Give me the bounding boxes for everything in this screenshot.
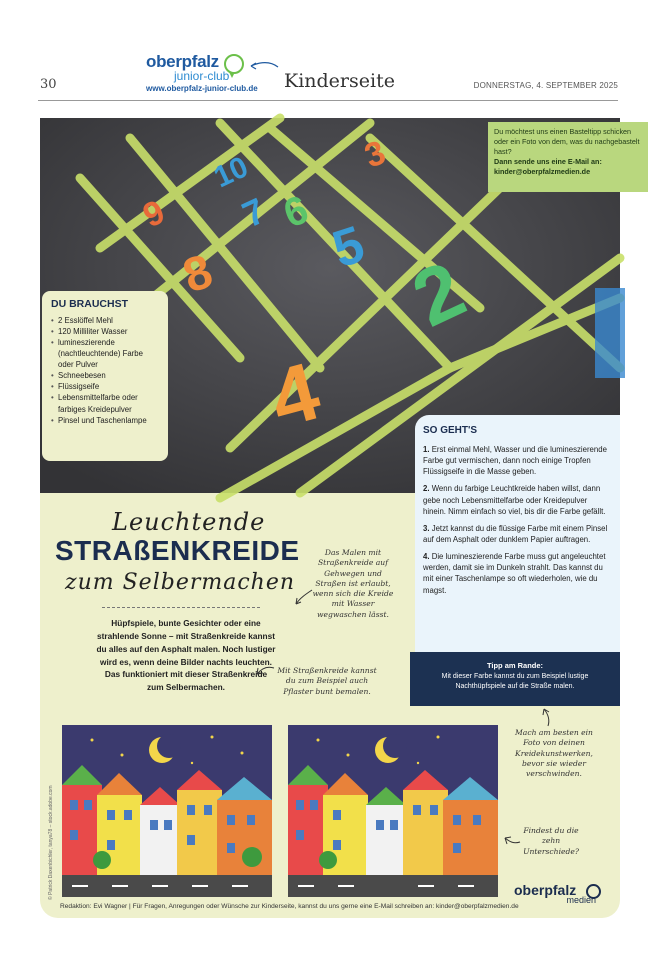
step-item: 4. Die lumineszierende Farbe muss gut angeleuchtet werden, damit sie im Dunkeln strahlt. Das kannst du mit einer Taschenlampe so oft wiederholen, wie du magst. xyxy=(423,552,606,595)
photo-number-2: 2 xyxy=(399,243,478,344)
arrow-icon xyxy=(292,588,316,608)
page-number: 30 xyxy=(40,77,57,92)
list-item: • Flüssigseife xyxy=(51,381,159,392)
issue-date: DONNERSTAG, 4. SEPTEMBER 2025 xyxy=(473,81,618,90)
logo-sub: junior-club xyxy=(174,69,230,83)
instructions-box xyxy=(415,415,620,653)
tip-email[interactable]: Dann sende uns eine E-Mail an: kinder@oberpfalzmedien.de xyxy=(494,157,602,177)
footer-logo-name: oberpfalz xyxy=(514,882,577,898)
tip-text: Du möchtest uns einen Basteltipp schicken oder ein Foto von dem, was du nachgebastelt hast? xyxy=(494,127,640,157)
puzzle-picture-left[interactable] xyxy=(62,725,272,897)
logo-name: oberpfalz xyxy=(146,52,219,71)
step-item: 3. Jetzt kannst du die flüssige Farbe mit einem Pinsel auf dem Asphalt oder dunklem Papier auftragen. xyxy=(423,523,608,544)
intro-text: Hüpfspiele, bunte Gesichter oder eine strahlende Sonne – mit Straßenkreide kannst du alles auf den Asphalt malen. Noch lustiger wird es, wenn deine Bilder nachts leuchten. Das funktioniert mit dieser Straßenkreide zum Selbermachen. xyxy=(96,618,276,693)
handwritten-note-pavement: Mit Straßenkreide kannst du zum Beispiel auch Pflaster bunt bemalen. xyxy=(277,666,377,696)
handwritten-note-legal: Das Malen mit Straßenkreide auf Gehwegen und Straßen ist erlaubt, wenn sich die Kreide mit Wasser wegwaschen lässt. xyxy=(312,548,394,619)
photo-credit: © Patrick Daxenbichler, tanya78 – stock.adobe.com xyxy=(48,785,54,900)
list-item: • 2 Esslöffel Mehl xyxy=(51,315,159,326)
ingredients-list xyxy=(51,315,159,426)
puzzle-picture-right[interactable] xyxy=(288,725,498,897)
photo-number-9: 9 xyxy=(137,192,171,236)
list-item: • lumineszierende (nachtleuchtende) Farbe oder Pulver xyxy=(51,337,159,370)
handwritten-note-differences: Findest du die zehn Unterschiede? xyxy=(523,826,579,856)
side-tip-box xyxy=(410,652,620,706)
logo-url[interactable]: www.oberpfalz-junior-club.de xyxy=(146,84,258,93)
step-item: 2. Wenn du farbige Leuchtkreide haben willst, dann gebe noch Lebensmittelfarbe oder Kreidepulver hinein. Nimm einfach so viel, bis dir die Farbe gefällt. xyxy=(423,484,606,516)
speech-bubble-icon xyxy=(586,884,601,899)
submit-tip-box xyxy=(488,122,648,192)
oberpfalz-medien-logo[interactable] xyxy=(514,882,604,905)
side-tip-title: Tipp am Rande: xyxy=(486,661,544,670)
header-divider xyxy=(38,100,618,101)
dashed-divider xyxy=(102,607,260,608)
headline-line-1: Leuchtende xyxy=(112,508,266,536)
instructions-title: SO GEHT'S xyxy=(423,425,478,436)
list-item: • Lebensmittelfarbe oder farbiges Kreidepulver xyxy=(51,392,159,414)
photo-number-3: 3 xyxy=(359,133,391,176)
photo-number-10: 10 xyxy=(209,150,254,195)
ingredients-title: DU BRAUCHST xyxy=(51,298,128,310)
side-tip-text: Mit dieser Farbe kannst du zum Beispiel lustige Nachthüpfspiele auf die Straße malen. xyxy=(441,672,589,691)
handwritten-note-photo: Mach am besten ein Foto von deinen Kreidekunstwerken, bevor sie wieder verschwinden. xyxy=(515,728,593,778)
photo-number-5: 5 xyxy=(325,215,372,280)
photo-number-6: 6 xyxy=(278,187,314,237)
ingredients-box xyxy=(42,291,168,461)
list-item: • 120 Milliliter Wasser xyxy=(51,326,159,337)
photo-number-7: 7 xyxy=(236,189,272,236)
section-title: Kinderseite xyxy=(284,70,395,92)
photo-number-8: 8 xyxy=(177,244,219,304)
headline-line-3: zum Selbermachen xyxy=(65,570,296,595)
arrow-icon xyxy=(248,60,280,72)
arrow-icon xyxy=(538,706,554,728)
editorial-footer: Redaktion: Evi Wagner | Für Fragen, Anregungen oder Wünsche zur Kinderseite, kannst du uns gerne eine E-Mail schreiben an: kinder@oberpfalzmedien.de xyxy=(60,903,519,910)
junior-club-logo[interactable] xyxy=(146,52,286,93)
headline-main: STRAßENKREIDE xyxy=(55,535,300,566)
list-item: • Schneebesen xyxy=(51,370,159,381)
list-item: • Pinsel und Taschenlampe xyxy=(51,415,159,426)
step-item: 1. Erst einmal Mehl, Wasser und die lumineszierende Farbe gut vermischen, dann noch einige Tropfen Flüssigseife in die Masse geben. xyxy=(423,445,607,477)
arrow-icon xyxy=(254,664,276,678)
main-panel xyxy=(40,118,640,918)
footer-logo-sub: medien xyxy=(566,895,596,905)
photo-number-4: 4 xyxy=(261,345,329,446)
speech-bubble-icon xyxy=(224,54,244,74)
